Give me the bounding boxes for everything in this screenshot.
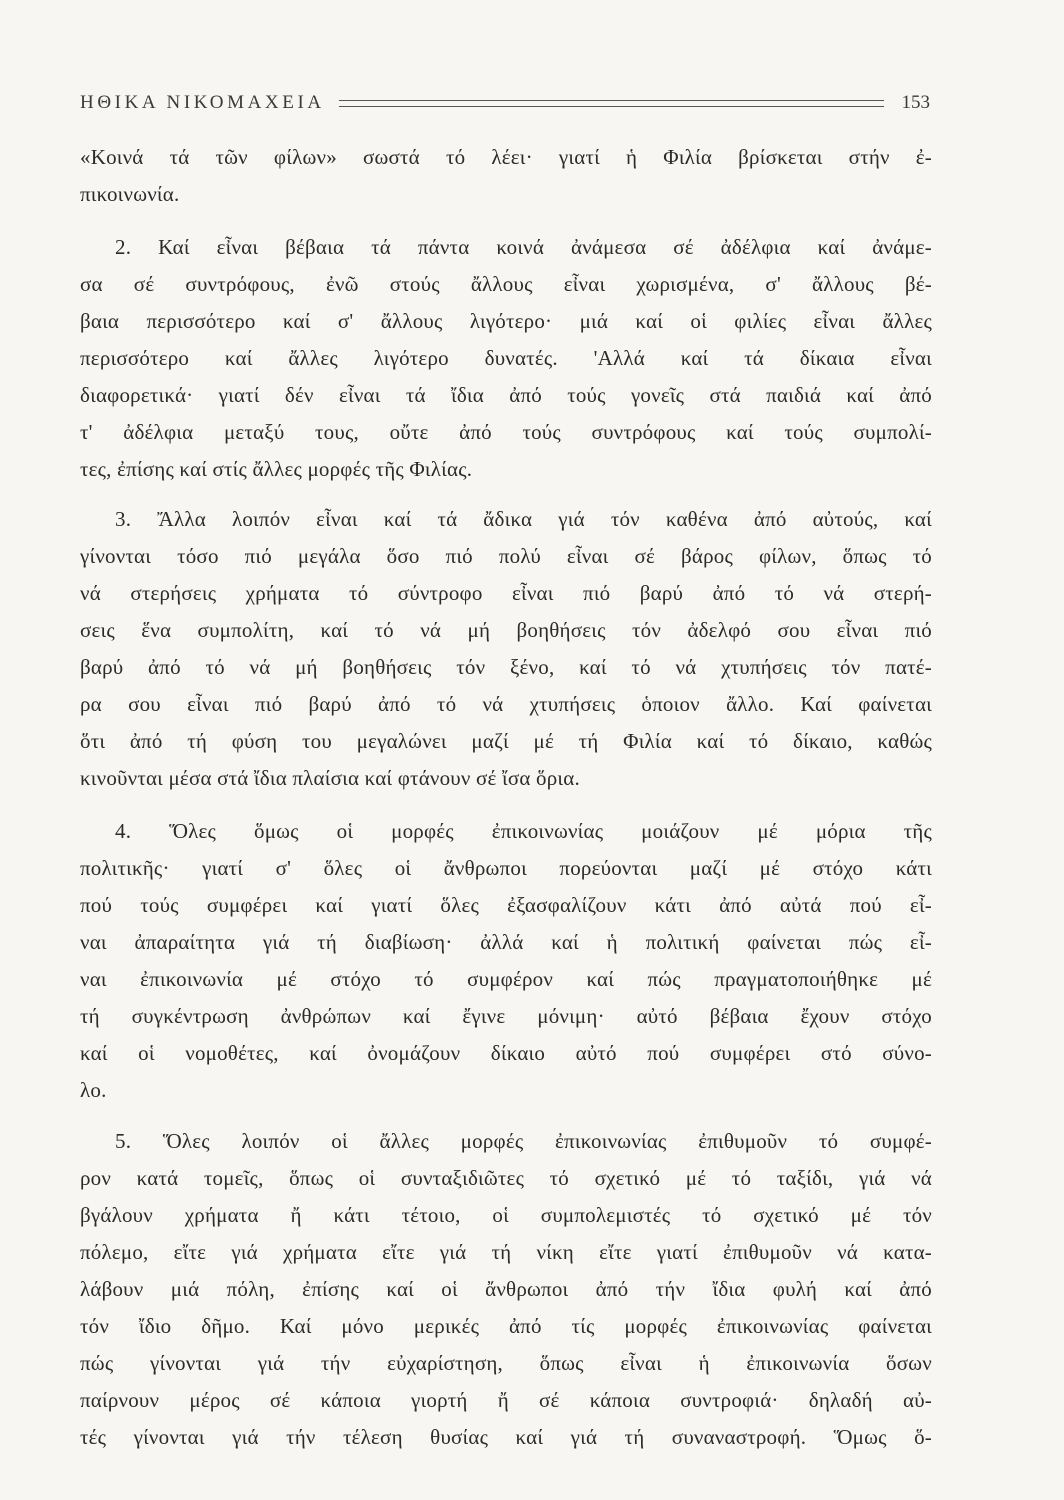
text-line: γίνονται τόσο πιό μεγάλα ὅσο πιό πολύ εἶναι σέ βάρος φίλων, ὅπως τό (80, 544, 932, 568)
text-line: νά στερήσεις χρήματα τό σύντροφο εἶναι πιό βαρύ ἀπό τό νά στερή- (80, 581, 932, 605)
text-line: 3. Ἄλλα λοιπόν εἶναι καί τά ἄδικα γιά τόν καθένα ἀπό αὐτούς, καί (115, 507, 932, 531)
header-double-rule (339, 100, 884, 107)
text-line: σα σέ συντρόφους, ἐνῶ στούς ἄλλους εἶναι χωρισμένα, σ' ἄλλους βέ- (80, 272, 932, 296)
text-line: ναι ἀπαραίτητα γιά τή διαβίωση· ἀλλά καί ἡ πολιτική φαίνεται πώς εἶ- (80, 930, 932, 954)
text-line: πού τούς συμφέρει καί γιατί ὅλες ἐξασφαλίζουν κάτι ἀπό αὐτά πού εἶ- (80, 893, 932, 917)
text-line: σεις ἕνα συμπολίτη, καί τό νά μή βοηθήσεις τόν ἀδελφό σου εἶναι πιό (80, 618, 932, 642)
text-line: 5. Ὅλες λοιπόν οἱ ἄλλες μορφές ἐπικοινωνίας ἐπιθυμοῦν τό συμφέ- (115, 1129, 932, 1153)
text-line: λάβουν μιά πόλη, ἐπίσης καί οἱ ἄνθρωποι ἀπό τήν ἴδια φυλή καί ἀπό (80, 1277, 932, 1301)
text-line: τόν ἴδιο δῆμο. Καί μόνο μερικές ἀπό τίς μορφές ἐπικοινωνίας φαίνεται (80, 1314, 932, 1338)
text-line: βαια περισσότερο καί σ' ἄλλους λιγότερο· μιά καί οἱ φιλίες εἶναι ἄλλες (80, 309, 932, 333)
text-line: πικοινωνία. (80, 182, 180, 206)
text-line: βαρύ ἀπό τό νά μή βοηθήσεις τόν ξένο, καί τό νά χτυπήσεις τόν πατέ- (80, 655, 932, 679)
text-line: περισσότερο καί ἄλλες λιγότερο δυνατές. 'Αλλά καί τά δίκαια εἶναι (80, 346, 932, 370)
text-line: διαφορετικά· γιατί δέν εἶναι τά ἴδια ἀπό τούς γονεῖς στά παιδιά καί ἀπό (80, 383, 932, 407)
text-line: βγάλουν χρήματα ἤ κάτι τέτοιο, οἱ συμπολεμιστές τό σχετικό μέ τόν (80, 1203, 932, 1227)
running-title: ΗΘΙΚΑ ΝΙΚΟΜΑΧΕΙΑ (80, 92, 325, 113)
text-line: 2. Καί εἶναι βέβαια τά πάντα κοινά ἀνάμεσα σέ ἀδέλφια καί ἀνάμε- (115, 235, 932, 259)
text-line: κινοῦνται μέσα στά ἴδια πλαίσια καί φτάνουν σέ ἴσα ὅρια. (80, 766, 580, 790)
page-header (80, 88, 930, 118)
text-line: τες, ἐπίσης καί στίς ἄλλες μορφές τῆς Φιλίας. (80, 457, 473, 481)
text-line: 4. Ὅλες ὅμως οἱ μορφές ἐπικοινωνίας μοιάζουν μέ μόρια τῆς (115, 819, 932, 843)
text-line: πώς γίνονται γιά τήν εὐχαρίστηση, ὅπως εἶναι ἡ ἐπικοινωνία ὅσων (80, 1351, 932, 1375)
text-line: ὅτι ἀπό τή φύση του μεγαλώνει μαζί μέ τή Φιλία καί τό δίκαιο, καθώς (80, 729, 932, 753)
text-line: τή συγκέντρωση ἀνθρώπων καί ἔγινε μόνιμη· αὐτό βέβαια ἔχουν στόχο (80, 1004, 932, 1028)
text-line: ρον κατά τομεῖς, ὅπως οἱ συνταξιδιῶτες τό σχετικό μέ τό ταξίδι, γιά νά (80, 1166, 932, 1190)
text-line: ναι ἐπικοινωνία μέ στόχο τό συμφέρον καί πώς πραγματοποιήθηκε μέ (80, 967, 932, 991)
text-line: παίρνουν μέρος σέ κάποια γιορτή ἤ σέ κάποια συντροφιά· δηλαδή αὐ- (80, 1388, 932, 1412)
text-line: πολιτικῆς· γιατί σ' ὅλες οἱ ἄνθρωποι πορεύονται μαζί μέ στόχο κάτι (80, 856, 932, 880)
text-line: λο. (80, 1078, 107, 1102)
text-line: πόλεμο, εἴτε γιά χρήματα εἴτε γιά τή νίκη εἴτε γιατί ἐπιθυμοῦν νά κατα- (80, 1240, 932, 1264)
page-number: 153 (901, 92, 930, 113)
text-line: τ' ἀδέλφια μεταξύ τους, οὔτε ἀπό τούς συντρόφους καί τούς συμπολί- (80, 420, 932, 444)
text-line: ρα σου εἶναι πιό βαρύ ἀπό τό νά χτυπήσεις ὁποιον ἄλλο. Καί φαίνεται (80, 692, 932, 716)
text-line: τές γίνονται γιά τήν τέλεση θυσίας καί γιά τή συναναστροφή. Ὅμως ὅ- (80, 1425, 932, 1449)
text-line: «Κοινά τά τῶν φίλων» σωστά τό λέει· γιατί ἡ Φιλία βρίσκεται στήν ἐ- (80, 145, 932, 169)
text-line: καί οἱ νομοθέτες, καί ὀνομάζουν δίκαιο αὐτό πού συμφέρει στό σύνο- (80, 1041, 932, 1065)
